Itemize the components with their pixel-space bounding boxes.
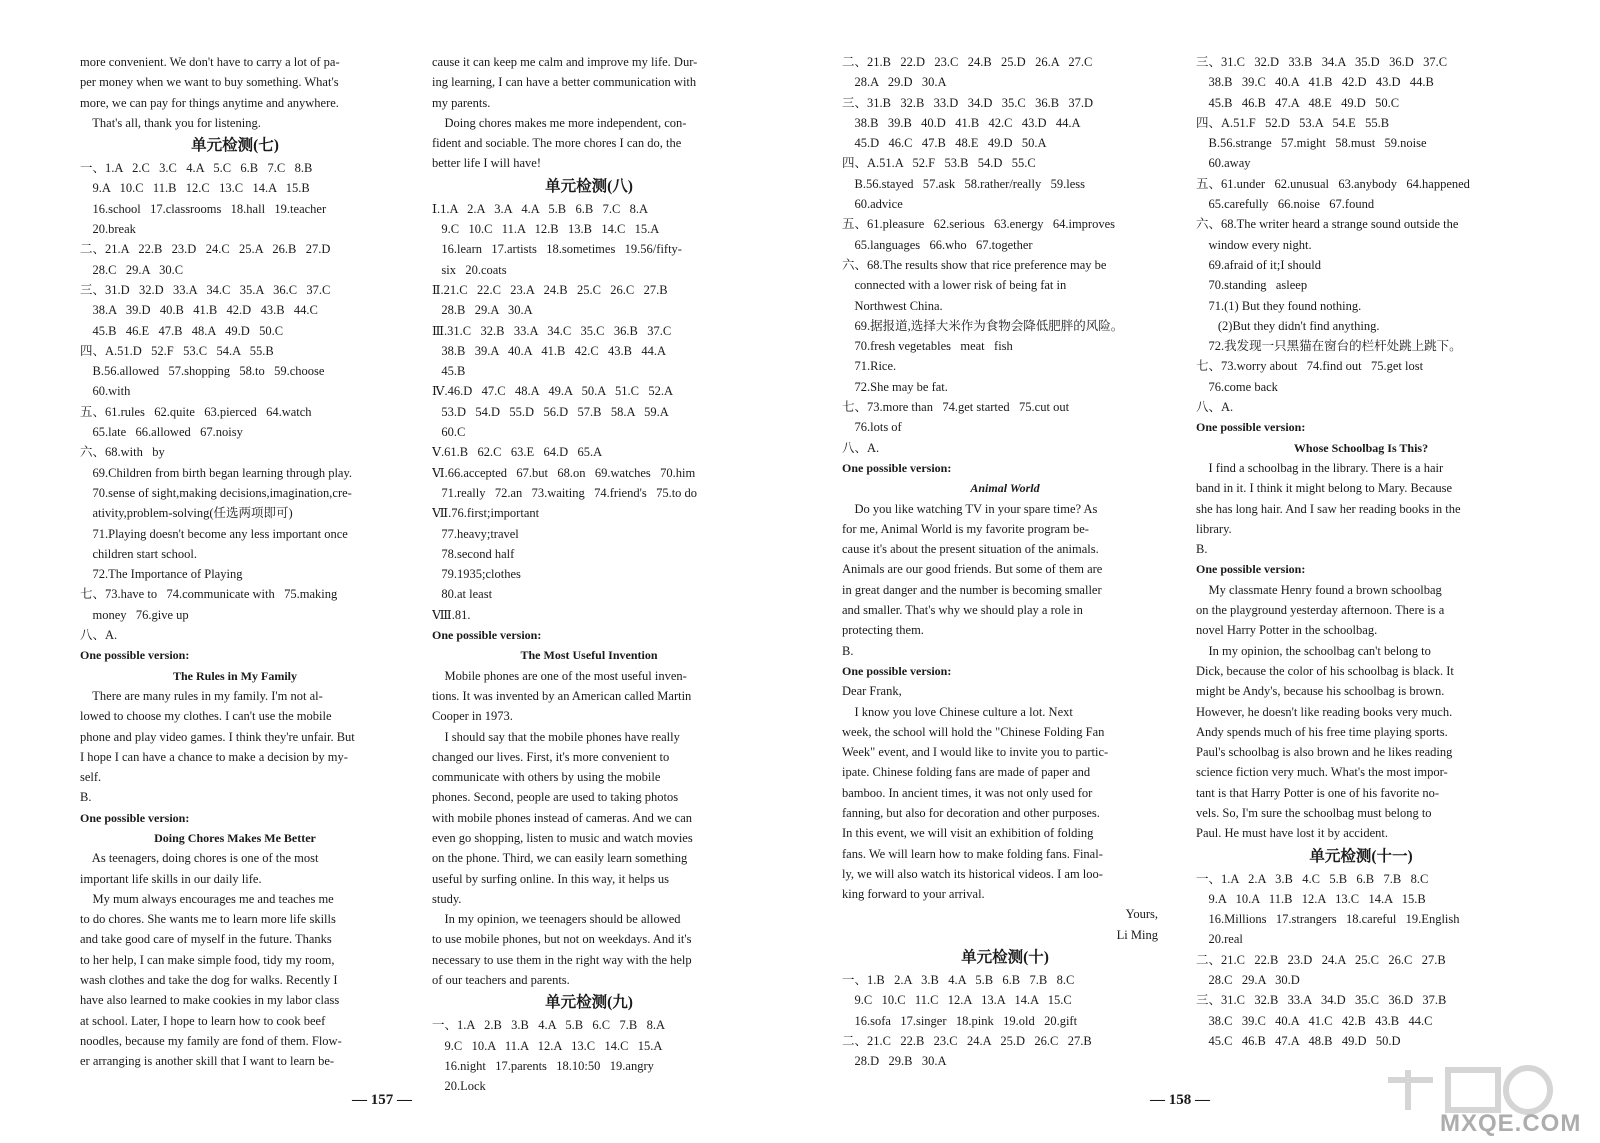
text-line: 二、21.C 22.B 23.C 24.A 25.D 26.C 27.B	[842, 1033, 1092, 1048]
text-line: B.	[842, 643, 854, 658]
text-line: ativity,problem-solving(任选两项即可)	[80, 506, 293, 521]
text-line: have also learned to make cookies in my labor class	[80, 993, 340, 1008]
text-line: king forward to your arrival.	[842, 887, 985, 902]
text-line: One possible version:	[80, 810, 190, 825]
text-line: 28.D 29.B 30.A	[842, 1054, 947, 1069]
text-line: 71.Playing doesn't become any less important once	[80, 526, 348, 541]
text-line: 38.A 39.D 40.B 41.B 42.D 43.B 44.C	[80, 303, 318, 318]
essay-title: Animal World	[970, 481, 1040, 496]
text-line: 28.C 29.A 30.C	[80, 262, 184, 277]
text-line: 八、A.	[80, 628, 118, 643]
text-line: 16.night 17.parents 18.10:50 19.angry	[432, 1058, 654, 1073]
text-line: My classmate Henry found a brown schoolbag	[1196, 582, 1442, 597]
text-line: week, the school will hold the "Chinese Folding Fan	[842, 724, 1105, 739]
text-line: changed our lives. First, it's more convenient to	[432, 749, 670, 764]
text-line: phones. Second, people are used to taking photos	[432, 790, 679, 805]
text-line: 20.real	[1196, 932, 1243, 947]
text-line: 一、1.B 2.A 3.B 4.A 5.B 6.B 7.B 8.C	[842, 973, 1075, 988]
text-line: 9.A 10.C 11.B 12.C 13.C 14.A 15.B	[80, 181, 310, 196]
text-line: fident and sociable. The more chores I can do, the	[432, 136, 682, 151]
text-line: Ⅷ.81.	[432, 607, 471, 622]
text-line: ly, we will also watch its historical videos. I am loo-	[842, 866, 1103, 881]
text-line: protecting them.	[842, 623, 924, 638]
text-line: 45.B	[432, 364, 466, 379]
text-line: One possible version:	[80, 648, 190, 663]
text-line: phone and play video games. I think they're unfair. But	[80, 729, 355, 744]
text-line: Dear Frank,	[842, 684, 902, 699]
text-line: 71.Rice.	[842, 359, 897, 374]
text-line: 60.advice	[842, 197, 903, 212]
text-line: at school. Later, I hope to learn how to cook beef	[80, 1013, 326, 1028]
text-line: Ⅵ.66.accepted 67.but 68.on 69.watches 70.him	[432, 465, 696, 480]
text-line: Ⅶ.76.first;important	[432, 506, 540, 521]
text-line: 五、61.under 62.unusual 63.anybody 64.happened	[1196, 176, 1470, 191]
text-line: and smaller. That's why we should play a role in	[842, 603, 1083, 618]
text-line: better life I will have!	[432, 156, 541, 171]
text-line: 53.D 54.D 55.D 56.D 57.B 58.A 59.A	[432, 404, 669, 419]
text-line: 16.school 17.classrooms 18.hall 19.teacher	[80, 201, 327, 216]
text-line: Paul's schoolbag is also brown and he likes reading	[1196, 745, 1453, 760]
text-line: necessary to use them in the right way with the help	[432, 952, 692, 967]
text-line: even go shopping, listen to music and watch movies	[432, 830, 693, 845]
page-number-right: — 158 —	[1150, 1092, 1210, 1108]
text-line: There are many rules in my family. I'm not al-	[80, 688, 323, 703]
text-line: important life skills in our daily life.	[80, 871, 262, 886]
text-line: 五、61.rules 62.quite 63.pierced 64.watch	[80, 404, 312, 419]
text-line: Ⅰ.1.A 2.A 3.A 4.A 5.B 6.B 7.C 8.A	[432, 201, 649, 216]
text-line: 65.carefully 66.noise 67.found	[1196, 197, 1375, 212]
text-line: more, we can pay for things anytime and anywhere.	[80, 95, 339, 110]
text-line: Doing chores makes me more independent, con-	[432, 115, 687, 130]
text-line: 一、1.A 2.B 3.B 4.A 5.B 6.C 7.B 8.A	[432, 1018, 666, 1033]
text-line: 80.at least	[432, 587, 493, 602]
text-line: 70.fresh vegetables meat fish	[842, 339, 1013, 354]
text-line: 72.The Importance of Playing	[80, 567, 243, 582]
section-heading: 单元检测(十一)	[1309, 847, 1413, 865]
text-line: vels. So, I'm sure the schoolbag must belong to	[1196, 805, 1432, 820]
text-line: 65.languages 66.who 67.together	[842, 237, 1033, 252]
text-line: 一、1.A 2.C 3.C 4.A 5.C 6.B 7.C 8.B	[80, 161, 313, 176]
text-line: on the phone. Third, we can easily learn something	[432, 851, 688, 866]
text-line: 9.C 10.A 11.A 12.A 13.C 14.C 15.A	[432, 1038, 663, 1053]
text-line: in great danger and the number is becoming smaller	[842, 582, 1102, 597]
essay-title: Doing Chores Makes Me Better	[154, 830, 316, 845]
text-line: 二、21.B 22.D 23.C 24.B 25.D 26.A 27.C	[842, 55, 1093, 69]
text-line: 45.D 46.C 47.B 48.E 49.D 50.A	[842, 136, 1047, 151]
text-line: tions. It was invented by an American called Martin	[432, 688, 692, 703]
text-line: self.	[80, 770, 102, 785]
text-line: Ⅳ.46.D 47.C 48.A 49.A 50.A 51.C 52.A	[432, 384, 673, 399]
text-line: useful by surfing online. In this way, it helps us	[432, 871, 670, 886]
text-line: novel Harry Potter in the schoolbag.	[1196, 623, 1378, 638]
text-line: window every night.	[1196, 237, 1312, 252]
text-line: 45.B 46.B 47.A 48.E 49.D 50.C	[1196, 95, 1400, 110]
text-line: 69.Children from birth began learning through play.	[80, 465, 353, 480]
text-line: One possible version:	[1196, 562, 1306, 577]
text-line: she has long hair. And I saw her reading books in the	[1196, 501, 1461, 516]
text-line: Mobile phones are one of the most useful inven-	[432, 668, 687, 683]
text-line: Northwest China.	[842, 298, 943, 313]
text-line: Cooper in 1973.	[432, 709, 513, 724]
text-line: per money when we want to buy something. What's	[80, 75, 339, 90]
text-line: I know you love Chinese culture a lot. Next	[842, 704, 1073, 719]
text-line: 9.C 10.C 11.A 12.B 13.B 14.C 15.A	[432, 222, 660, 237]
text-line: 16.learn 17.artists 18.sometimes 19.56/fifty-	[432, 242, 682, 257]
text-line: and take good care of myself in the future. Thanks	[80, 932, 332, 947]
text-line: One possible version:	[432, 628, 542, 643]
essay-title: Whose Schoolbag Is This?	[1293, 440, 1429, 455]
text-line: 四、A.51.F 52.D 53.A 54.E 55.B	[1196, 115, 1390, 130]
text-line: My mum always encourages me and teaches me	[80, 891, 334, 906]
text-line: 38.B 39.A 40.A 41.B 42.C 43.B 44.A	[432, 343, 667, 358]
text-line: Andy spends much of his free time playing sports.	[1196, 724, 1448, 739]
text-line: 六、68.The results show that rice preference may be	[842, 257, 1107, 272]
watermark-text: MXQE.COM	[1440, 1110, 1582, 1137]
text-line: cause it can keep me calm and improve my life. Dur-	[432, 55, 698, 69]
text-line: for me, Animal World is my favorite program be-	[842, 521, 1089, 536]
text-line: In my opinion, the schoolbag can't belong to	[1196, 643, 1431, 658]
text-line: fanning, but also for decoration and other purposes.	[842, 805, 1100, 820]
essay-title: The Most Useful Invention	[520, 648, 658, 663]
text-line: 38.B 39.B 40.D 41.B 42.C 43.D 44.A	[842, 115, 1081, 130]
section-heading: 单元检测(十)	[961, 949, 1049, 967]
text-line: I should say that the mobile phones have really	[432, 729, 680, 744]
text-line: 9.C 10.C 11.C 12.A 13.A 14.A 15.C	[842, 993, 1072, 1008]
section-heading: 单元检测(九)	[545, 994, 633, 1012]
text-line: 45.C 46.B 47.A 48.B 49.D 50.D	[1196, 1033, 1401, 1048]
text-line: 一、1.A 2.A 3.B 4.C 5.B 6.B 7.B 8.C	[1196, 871, 1429, 886]
text-line: Week" event, and I would like to invite you to partic-	[842, 745, 1109, 760]
text-line: One possible version:	[842, 663, 952, 678]
text-line: on the playground yesterday afternoon. There is a	[1196, 603, 1445, 618]
text-line: B.56.stayed 57.ask 58.rather/really 59.less	[842, 176, 1086, 191]
text-line: 四、A.51.D 52.F 53.C 54.A 55.B	[80, 343, 274, 358]
column-1	[80, 52, 390, 1072]
text-line: 38.B 39.C 40.A 41.B 42.D 43.D 44.B	[1196, 75, 1434, 90]
text-line: B.56.strange 57.might 58.must 59.noise	[1196, 136, 1427, 151]
text-line: 16.Millions 17.strangers 18.careful 19.English	[1196, 912, 1460, 927]
text-line: 二、21.C 22.B 23.D 24.A 25.C 26.C 27.B	[1196, 952, 1446, 967]
text-line: Paul. He must have lost it by accident.	[1196, 826, 1388, 841]
text-line: 69.afraid of it;I should	[1196, 257, 1321, 272]
text-line: 三、31.C 32.B 33.A 34.D 35.C 36.D 37.B	[1196, 993, 1447, 1008]
text-line: band in it. I think it might belong to Mary. Because	[1196, 481, 1453, 496]
text-line: study.	[432, 891, 462, 906]
section-heading: 单元检测(七)	[191, 137, 279, 155]
text-line: lowed to choose my clothes. I can't use the mobile	[80, 709, 332, 724]
text-line: In my opinion, we teenagers should be allowed	[432, 912, 681, 927]
text-line: 28.C 29.A 30.D	[1196, 973, 1300, 988]
text-line: Ⅴ.61.B 62.C 63.E 64.D 65.A	[432, 445, 603, 460]
text-line: (2)But they didn't find anything.	[1196, 318, 1380, 333]
text-line: 72.我发现一只黑猫在窗台的栏杆处跳上跳下。	[1196, 339, 1462, 354]
text-line: 六、68.The writer heard a strange sound outside the	[1196, 217, 1459, 232]
text-line: That's all, thank you for listening.	[80, 115, 261, 130]
text-line: 七、73.more than 74.get started 75.cut out	[842, 400, 1070, 415]
text-line: 76.come back	[1196, 379, 1278, 394]
text-line: 60.with	[80, 384, 131, 399]
text-line: connected with a lower risk of being fat in	[842, 278, 1067, 293]
text-line: to do chores. She wants me to learn more life skills	[80, 912, 336, 927]
text-line: 69.据报道,选择大米作为食物会降低肥胖的风险。	[842, 318, 1124, 333]
text-line: wash clothes and take the dog for walks. Recently I	[80, 973, 338, 988]
text-line: Animals are our good friends. But some of them are	[842, 562, 1103, 577]
text-line: One possible version:	[842, 460, 952, 475]
text-line: 38.C 39.C 40.A 41.C 42.B 43.B 44.C	[1196, 1013, 1433, 1028]
text-line: I hope I can have a chance to make a decision by my-	[80, 749, 348, 764]
text-line: might be Andy's, because his schoolbag is brown.	[1196, 684, 1445, 699]
text-line: 71.(1) But they found nothing.	[1196, 298, 1362, 313]
text-line: 20.Lock	[432, 1079, 486, 1094]
text-line: 60.away	[1196, 156, 1251, 171]
text-line: Ⅲ.31.C 32.B 33.A 34.C 35.C 36.B 37.C	[432, 323, 672, 338]
text-line: As teenagers, doing chores is one of the most	[80, 851, 319, 866]
text-line: 八、A.	[1196, 400, 1234, 415]
text-line: tant is that Harry Potter is one of his favorite no-	[1196, 785, 1439, 800]
text-line: I find a schoolbag in the library. There is a hair	[1196, 460, 1444, 475]
text-line: 71.really 72.an 73.waiting 74.friend's 75.to do	[432, 485, 698, 500]
text-line: 二、21.A 22.B 23.D 24.C 25.A 26.B 27.D	[80, 242, 331, 257]
text-line: fans. We will learn how to make folding fans. Final-	[842, 846, 1103, 861]
text-line: In this event, we will visit an exhibition of folding	[842, 826, 1094, 841]
text-line: 20.break	[80, 222, 136, 237]
page-number-left: — 157 —	[352, 1092, 412, 1108]
text-line: 45.B 46.E 47.B 48.A 49.D 50.C	[80, 323, 284, 338]
text-line: library.	[1196, 521, 1232, 536]
text-line: to her help, I can make simple food, tidy my room,	[80, 952, 335, 967]
text-line: 79.1935;clothes	[432, 567, 521, 582]
text-line: communicate with others by using the mobile	[432, 770, 661, 785]
text-line: 65.late 66.allowed 67.noisy	[80, 425, 243, 440]
text-line: with mobile phones instead of cameras. And we can	[432, 810, 692, 825]
text-line: my parents.	[432, 95, 491, 110]
text-line: science fiction very much. What's the most impor-	[1196, 765, 1448, 780]
text-line: 70.sense of sight,making decisions,imagination,cre-	[80, 485, 352, 500]
text-line: 72.She may be fat.	[842, 379, 948, 394]
text-line: ipate. Chinese folding fans are made of paper and	[842, 765, 1091, 780]
text-line: noodles, because my family are fond of them. Flow-	[80, 1033, 342, 1048]
column-2	[432, 52, 746, 1097]
text-line: more convenient. We don't have to carry a lot of pa-	[80, 55, 340, 69]
text-line: 三、31.D 32.D 33.A 34.C 35.A 36.C 37.C	[80, 282, 331, 297]
text-line: 76.lots of	[842, 420, 902, 435]
text-line: 28.B 29.A 30.A	[432, 303, 533, 318]
column-4	[1196, 52, 1526, 1051]
text-line: 60.C	[432, 425, 466, 440]
text-line: However, he doesn't like reading books very much.	[1196, 704, 1453, 719]
text-line: money 76.give up	[80, 607, 189, 622]
text-line: Do you like watching TV in your spare time? As	[842, 501, 1098, 516]
text-line: 四、A.51.A 52.F 53.B 54.D 55.C	[842, 156, 1036, 171]
column-3	[842, 52, 1168, 1072]
text-line: 五、61.pleasure 62.serious 63.energy 64.improves	[842, 217, 1115, 232]
text-line: 16.sofa 17.singer 18.pink 19.old 20.gift	[842, 1013, 1078, 1028]
text-line: Dick, because the color of his schoolbag is black. It	[1196, 663, 1454, 678]
text-line: Ⅱ.21.C 22.C 23.A 24.B 25.C 26.C 27.B	[432, 282, 668, 297]
text-line: ing learning, I can have a better communication with	[432, 75, 697, 90]
text-line: B.56.allowed 57.shopping 58.to 59.choose	[80, 364, 325, 379]
text-line: 七、73.have to 74.communicate with 75.making	[80, 587, 338, 602]
essay-title: The Rules in My Family	[172, 668, 297, 683]
text-line: 78.second half	[432, 546, 515, 561]
text-line: er arranging is another skill that I want to learn be-	[80, 1054, 335, 1069]
text-line: 七、73.worry about 74.find out 75.get lost	[1196, 359, 1424, 374]
text-line: B.	[1196, 542, 1208, 557]
text-line: of our teachers and parents.	[432, 973, 570, 988]
text-line: B.	[80, 790, 92, 805]
text-line: 三、31.B 32.B 33.D 34.D 35.C 36.B 37.D	[842, 95, 1094, 110]
text-line: Li Ming	[1116, 927, 1158, 942]
section-heading: 单元检测(八)	[545, 177, 633, 195]
text-line: children start school.	[80, 546, 197, 561]
text-line: 六、68.with by	[80, 445, 165, 460]
text-line: six 20.coats	[432, 262, 507, 277]
text-line: 三、31.C 32.D 33.B 34.A 35.D 36.D 37.C	[1196, 55, 1448, 69]
text-line: One possible version:	[1196, 420, 1306, 435]
text-line: cause it's about the present situation of the animals.	[842, 542, 1099, 557]
text-line: to use mobile phones, but not on weekdays. And it's	[432, 932, 692, 947]
text-line: 28.A 29.D 30.A	[842, 75, 947, 90]
text-line: 70.standing asleep	[1196, 278, 1308, 293]
text-line: 9.A 10.A 11.B 12.A 13.C 14.A 15.B	[1196, 891, 1426, 906]
text-line: bamboo. In ancient times, it was not only used for	[842, 785, 1093, 800]
text-line: 八、A.	[842, 440, 880, 455]
text-line: 77.heavy;travel	[432, 526, 519, 541]
text-line: Yours,	[1125, 907, 1158, 922]
